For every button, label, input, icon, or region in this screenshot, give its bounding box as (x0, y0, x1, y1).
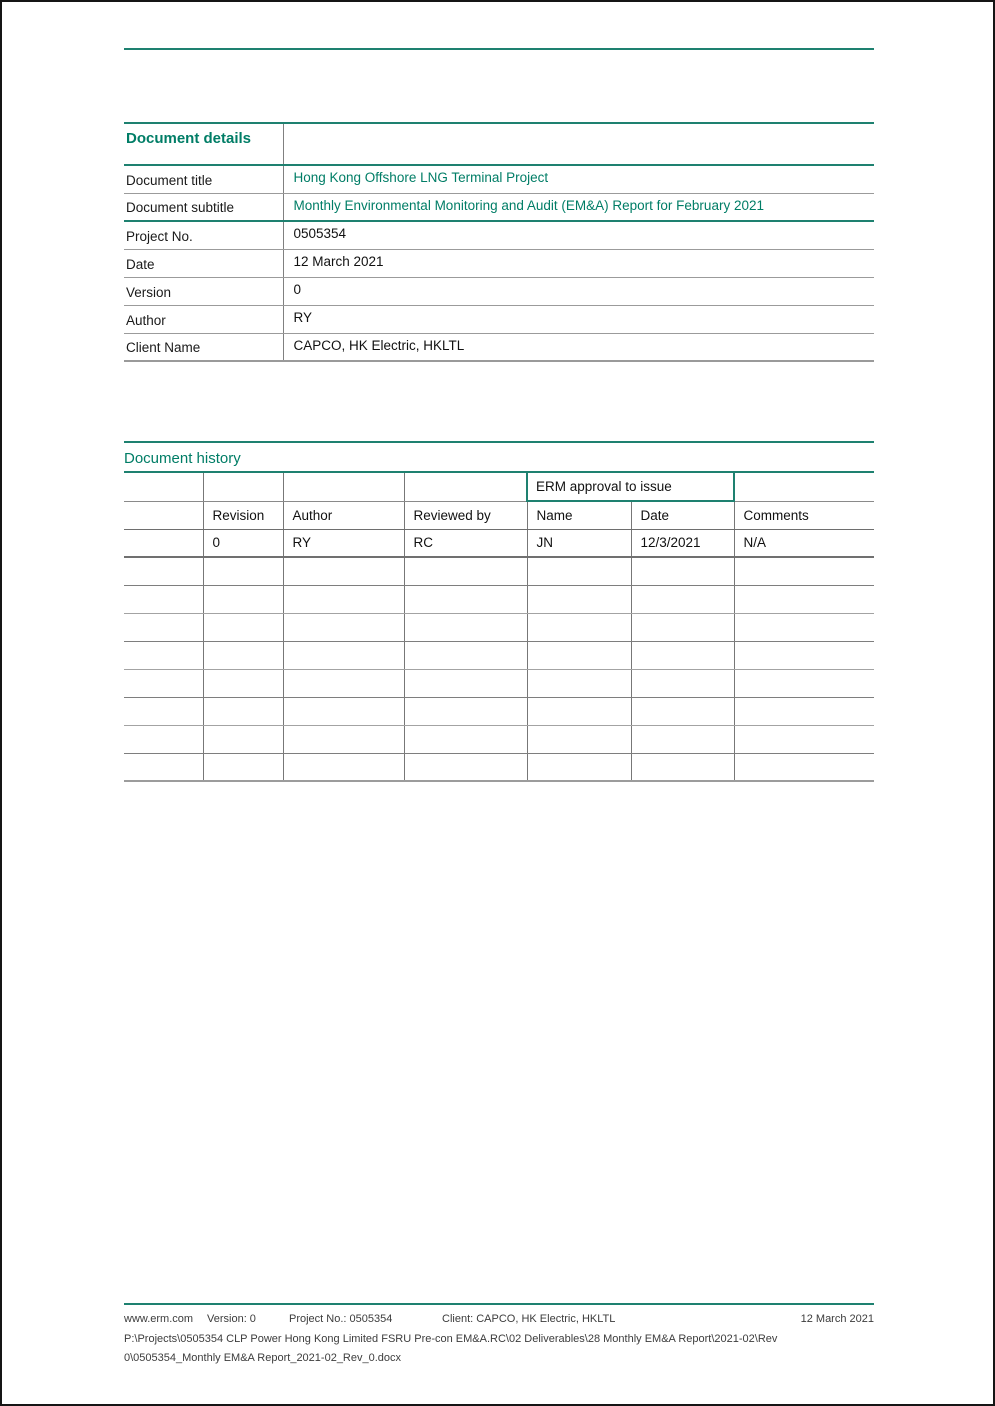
history-empty-cell (631, 585, 734, 613)
footer-date: 12 March 2021 (800, 1313, 874, 1325)
history-empty-cell (527, 613, 631, 641)
history-empty-cell (203, 641, 283, 669)
history-col-revision: Revision (203, 501, 283, 529)
history-empty-cell (734, 725, 874, 753)
footer-client: Client: CAPCO, HK Electric, HKLTL (442, 1313, 616, 1325)
detail-label-document-subtitle: Document subtitle (124, 193, 283, 221)
detail-row-project-no (124, 221, 874, 249)
history-empty-cell (631, 669, 734, 697)
history-empty-cell (527, 585, 631, 613)
history-empty-cell (203, 472, 283, 501)
history-empty-cell (734, 753, 874, 781)
history-empty-cell (203, 753, 283, 781)
history-empty-cell (203, 669, 283, 697)
footer-website: www.erm.com (124, 1313, 194, 1325)
detail-value-author: RY (283, 305, 874, 333)
history-empty-cell (283, 585, 404, 613)
footer-info-line (124, 1313, 874, 1328)
history-empty-row (124, 697, 874, 725)
detail-label-client-name: Client Name (124, 333, 283, 361)
history-empty-cell (734, 613, 874, 641)
history-empty-cell (124, 697, 203, 725)
history-empty-cell (283, 753, 404, 781)
footer-version: Version: 0 (207, 1313, 256, 1325)
document-details-table (124, 122, 874, 362)
history-entry-row (124, 529, 874, 557)
detail-label-date: Date (124, 249, 283, 277)
history-empty-cell (631, 613, 734, 641)
detail-row-author (124, 305, 874, 333)
history-empty-row (124, 613, 874, 641)
history-empty-cell (124, 669, 203, 697)
detail-value-date: 12 March 2021 (283, 249, 874, 277)
history-empty-cell (203, 613, 283, 641)
history-col-comments: Comments (734, 501, 874, 529)
document-details-heading-spacer (283, 123, 874, 165)
history-empty-cell (527, 697, 631, 725)
history-empty-cell (527, 753, 631, 781)
history-empty-cell (734, 641, 874, 669)
detail-value-document-title: Hong Kong Offshore LNG Terminal Project (283, 165, 874, 193)
history-entry-reviewed-by: RC (404, 529, 527, 557)
detail-label-project-no: Project No. (124, 221, 283, 249)
history-empty-cell (527, 669, 631, 697)
history-empty-cell (404, 641, 527, 669)
history-empty-cell (283, 472, 404, 501)
history-col-author: Author (283, 501, 404, 529)
history-empty-row (124, 725, 874, 753)
history-entry-author: RY (283, 529, 404, 557)
history-empty-cell (404, 472, 527, 501)
history-empty-cell (734, 557, 874, 585)
history-empty-cell (631, 641, 734, 669)
history-empty-cell (124, 529, 203, 557)
detail-row-client-name (124, 333, 874, 361)
history-empty-cell (124, 472, 203, 501)
history-empty-cell (734, 697, 874, 725)
history-empty-row (124, 585, 874, 613)
history-empty-cell (283, 557, 404, 585)
document-details-heading-row (124, 123, 874, 165)
history-empty-row (124, 557, 874, 585)
detail-label-author: Author (124, 305, 283, 333)
detail-label-version: Version (124, 277, 283, 305)
document-history-table (124, 471, 874, 782)
history-col-name: Name (527, 501, 631, 529)
detail-value-version: 0 (283, 277, 874, 305)
history-entry-comments: N/A (734, 529, 874, 557)
footer-rule (124, 1303, 874, 1305)
history-empty-cell (734, 669, 874, 697)
history-empty-cell (734, 472, 874, 501)
history-entry-revision: 0 (203, 529, 283, 557)
detail-value-client-name: CAPCO, HK Electric, HKLTL (283, 333, 874, 361)
history-empty-cell (404, 697, 527, 725)
history-empty-cell (124, 501, 203, 529)
history-empty-cell (404, 613, 527, 641)
history-section-rule (124, 441, 874, 443)
history-col-reviewed-by: Reviewed by (404, 501, 527, 529)
history-approval-row (124, 472, 874, 501)
history-empty-cell (203, 585, 283, 613)
history-empty-cell (527, 641, 631, 669)
history-empty-cell (124, 753, 203, 781)
footer-project-no: Project No.: 0505354 (289, 1313, 393, 1325)
history-col-date: Date (631, 501, 734, 529)
document-details-heading: Document details (124, 123, 283, 165)
history-empty-cell (283, 641, 404, 669)
history-empty-cell (404, 753, 527, 781)
history-empty-cell (631, 557, 734, 585)
history-empty-row (124, 753, 874, 781)
history-empty-cell (124, 725, 203, 753)
history-empty-cell (404, 585, 527, 613)
detail-value-document-subtitle: Monthly Environmental Monitoring and Audit (EM&A) Report for February 2021 (283, 193, 874, 221)
history-empty-row (124, 641, 874, 669)
detail-row-document-title (124, 165, 874, 193)
history-entry-date: 12/3/2021 (631, 529, 734, 557)
history-empty-cell (734, 585, 874, 613)
history-empty-cell (404, 725, 527, 753)
history-header-row (124, 501, 874, 529)
history-empty-cell (124, 585, 203, 613)
history-empty-cell (404, 557, 527, 585)
history-empty-cell (203, 557, 283, 585)
history-empty-cell (124, 557, 203, 585)
detail-label-document-title: Document title (124, 165, 283, 193)
history-approval-header: ERM approval to issue (527, 472, 734, 501)
history-empty-cell (404, 669, 527, 697)
history-empty-cell (203, 697, 283, 725)
history-empty-cell (283, 669, 404, 697)
history-empty-cell (631, 753, 734, 781)
history-empty-cell (124, 613, 203, 641)
history-empty-cell (631, 725, 734, 753)
history-entry-name: JN (527, 529, 631, 557)
history-empty-row (124, 669, 874, 697)
history-empty-cell (527, 557, 631, 585)
history-empty-cell (203, 725, 283, 753)
footer-file-path: P:\Projects\0505354 CLP Power Hong Kong Limited FSRU Pre-con EM&A.RC\02 Deliverables\28 Monthly EM&A Report\2021-02\Rev 0\0505354_Monthly EM&A Report_2021-02_Rev_0.docx (124, 1333, 778, 1364)
top-rule (124, 48, 874, 50)
history-empty-cell (527, 725, 631, 753)
history-empty-cell (631, 697, 734, 725)
history-empty-cell (124, 641, 203, 669)
detail-value-project-no: 0505354 (283, 221, 874, 249)
history-empty-cell (283, 697, 404, 725)
document-history-heading: Document history (124, 450, 241, 467)
detail-row-date (124, 249, 874, 277)
detail-row-document-subtitle (124, 193, 874, 221)
history-empty-cell (283, 613, 404, 641)
detail-row-version (124, 277, 874, 305)
history-empty-cell (283, 725, 404, 753)
